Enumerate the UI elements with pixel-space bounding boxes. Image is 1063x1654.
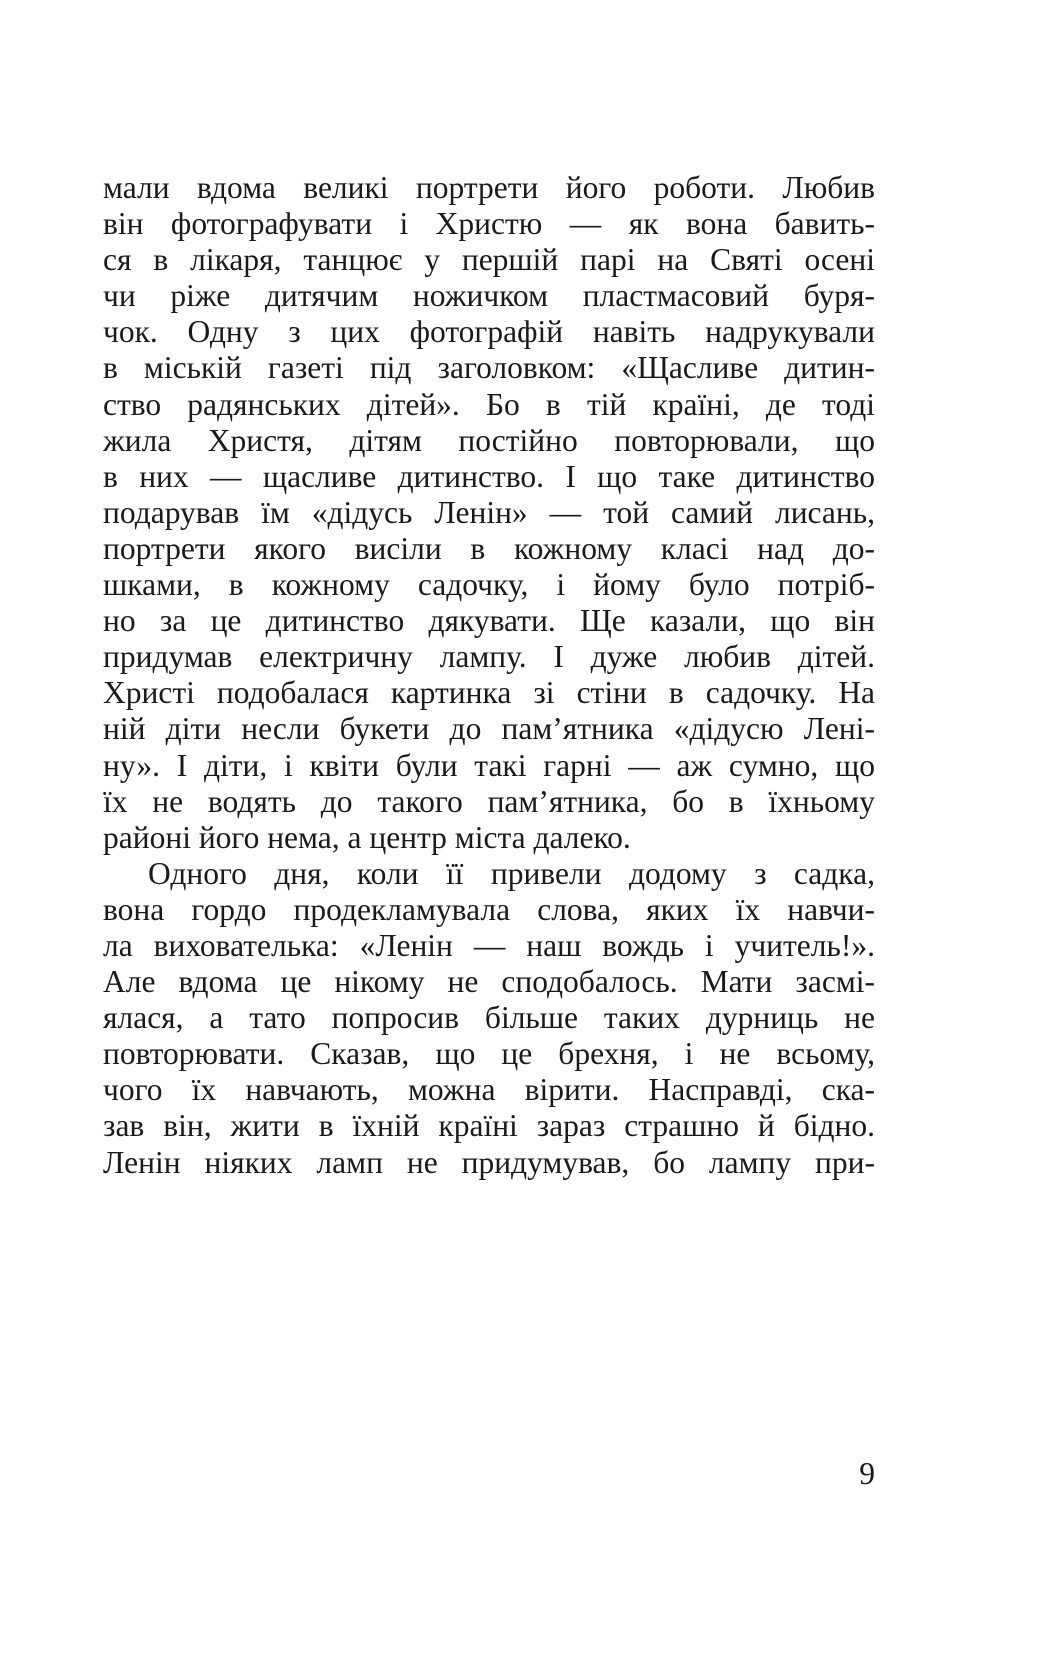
text-line: в міській газеті під заголовком: «Щасливе дитин- <box>103 350 875 386</box>
text-line: він фотографувати і Христю — як вона бавить- <box>103 206 875 242</box>
text-line: ній діти несли букети до пам’ятника «дідусю Лені- <box>103 711 875 747</box>
text-line: шками, в кожному садочку, і йому було потріб- <box>103 567 875 603</box>
text-line: ся в лікаря, танцює у першій парі на Святі осені <box>103 242 875 278</box>
text-line: чи ріже дитячим ножичком пластмасовий буря- <box>103 278 875 314</box>
text-line: Христі подобалася картинка зі стіни в садочку. На <box>103 675 875 711</box>
text-line: портрети якого висіли в кожному класі над до- <box>103 530 875 566</box>
page-number: 9 <box>859 1456 875 1491</box>
text-line: мали вдома великі портрети його роботи. Любив <box>103 170 875 205</box>
text-line: Ленін ніяких ламп не придумував, бо лампу при- <box>103 1144 875 1180</box>
text-line: чок. Одну з цих фотографій навіть надрукували <box>103 314 875 350</box>
text-line: чого їх навчають, можна вірити. Насправді, ска- <box>103 1072 875 1108</box>
text-line: ство радянських дітей». Бо в тій країні, де тоді <box>103 386 875 422</box>
text-line: ла вихователька: «Ленін — наш вождь і учитель!». <box>103 927 875 963</box>
text-line: подарував їм «дідусь Ленін» — той самий лисань, <box>103 494 875 530</box>
text-line: Але вдома це нікому не сподобалось. Мати засмі- <box>103 964 875 1000</box>
text-line: жила Христя, дітям постійно повторювали, що <box>103 422 875 458</box>
text-line: придумав електричну лампу. І дуже любив дітей. <box>103 639 875 675</box>
text-line: в них — щасливе дитинство. І що таке дитинство <box>103 458 875 494</box>
text-line: вона гордо продекламувала слова, яких їх навчи- <box>103 891 875 927</box>
text-line: районі його нема, а центр міста далеко. <box>103 819 631 855</box>
text-line: їх не водять до такого пам’ятника, бо в їхньому <box>103 783 875 819</box>
text-line: Одного дня, коли її привели додому з садка, <box>148 855 875 891</box>
text-line: ну». І діти, і квіти були такі гарні — аж сумно, що <box>103 747 875 783</box>
text-line: но за це дитинство дякувати. Ще казали, що він <box>103 603 875 639</box>
body-text <box>103 170 875 1181</box>
text-line: зав він, жити в їхній країні зараз страшно й бідно. <box>103 1108 875 1144</box>
text-line: повторювати. Сказав, що це брехня, і не всьому, <box>103 1036 875 1072</box>
text-line: ялася, а тато попросив більше таких дурниць не <box>103 1000 875 1036</box>
